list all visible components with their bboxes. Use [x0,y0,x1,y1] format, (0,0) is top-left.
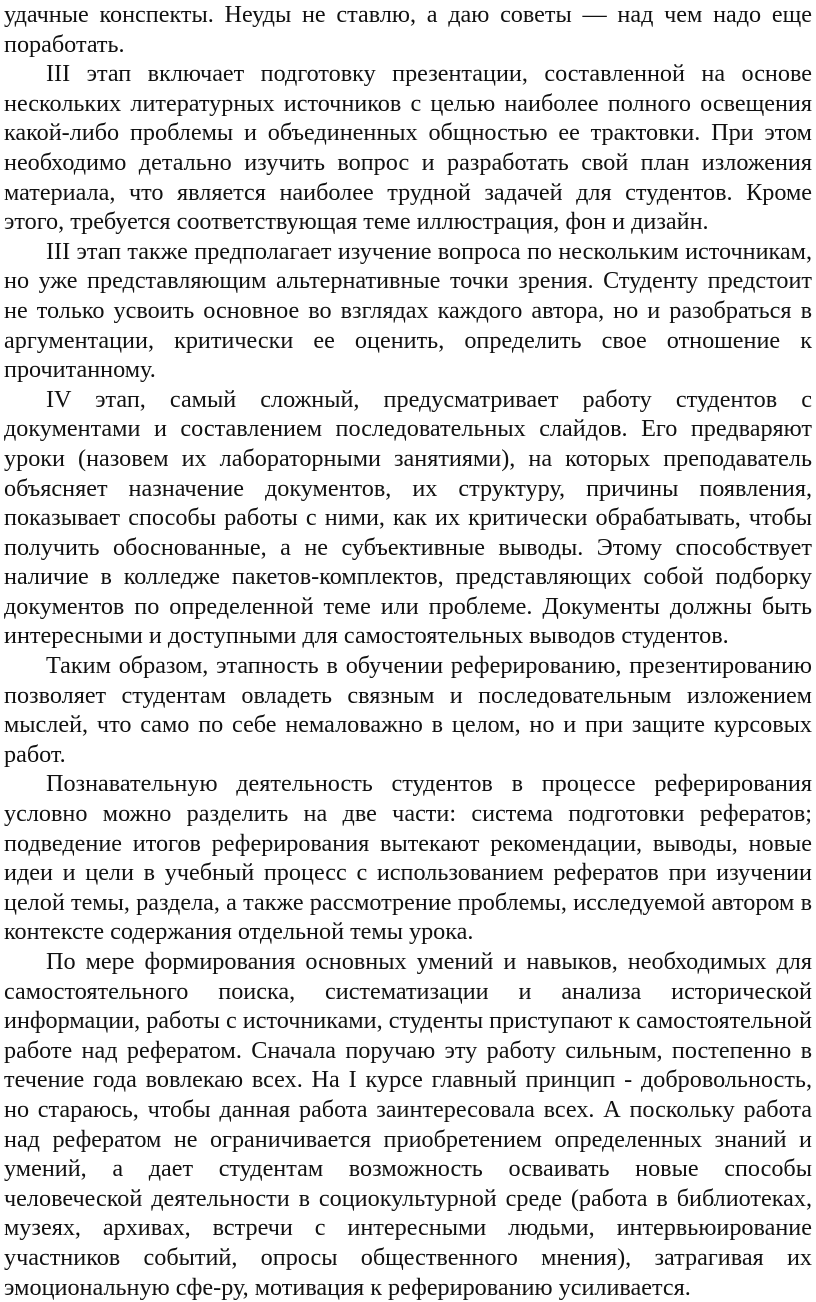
paragraph-continuation: удачные конспекты. Неуды не ставлю, а даю советы — над чем надо еще поработать. [4,1,812,58]
paragraph-stage-4: IV этап, самый сложный, предусматривает работу студентов с документами и составлением последовательных слайдов. Его предваряют уроки (назовем их лабораторными занятиями), на которых преподаватель объясняет назначение документов, их структуру, причины появления, показывает способы работы с ними, как их критически обрабатывать, чтобы получить обоснованные, а не субъективные выводы. Этому способствует наличие в колледже пакетов-комплектов, представляющих собой подборку документов по определенной теме или проблеме. Документы должны быть интересными и доступными для самостоятельных выводов студентов. [4,385,812,650]
paragraph-stage-3-sources: III этап также предполагает изучение вопроса по нескольким источникам, но уже представляющим альтернативные точки зрения. Студенту предстоит не только усвоить основное во взглядах каждого автора, но и разобраться в аргументации, критически ее оценить, определить свое отношение к прочитанному. [4,237,812,384]
paragraph-cognitive-activity: Познавательную деятельность студентов в процессе реферирования условно можно разделить на две части: система подготовки рефератов; подведение итогов реферирования вытекают рекомендации, выводы, новые идеи и цели в учебный процесс с использованием рефератов при изучении целой темы, раздела, а также рассмотрение проблемы, исследуемой автором в контексте содержания отдельной темы урока. [4,770,812,946]
document-page [4,0,812,1302]
paragraph-independent-work: По мере формирования основных умений и навыков, необходимых для самостоятельного поиска, систематизации и анализа исторической информации, работы с источниками, студенты приступают к самостоятельной работе над рефератом. Сначала поручаю эту работу сильным, постепенно в течение года вовлекаю всех. На I курсе главный принцип - добровольность, но стараюсь, чтобы данная работа заинтересовала всех. А поскольку работа над рефератом не ограничивается приобретением определенных знаний и умений, а дает студентам возможность осваивать новые способы человеческой деятельности в социокультурной среде (работа в библиотеках, музеях, архивах, встречи с интересными людьми, интервьюирование участников событий, опросы общественного мнения), затрагивая их эмоциональную сфе-ру, мотивация к реферированию усиливается. [4,948,812,1301]
paragraph-conclusion: Таким образом, этапность в обучении реферированию, презентированию позволяет студентам овладеть связным и последовательным изложением мыслей, что само по себе немаловажно в целом, но и при защите курсовых работ. [4,652,812,768]
paragraph-stage-3-presentation: III этап включает подготовку презентации, составленной на основе нескольких литературных источников с целью наиболее полного освещения какой-либо проблемы и объединенных общностью ее трактовки. При этом необходимо детально изучить вопрос и разработать свой план изложения материала, что является наиболее трудной задачей для студентов. Кроме этого, требуется соответствующая теме иллюстрация, фон и дизайн. [4,60,812,236]
